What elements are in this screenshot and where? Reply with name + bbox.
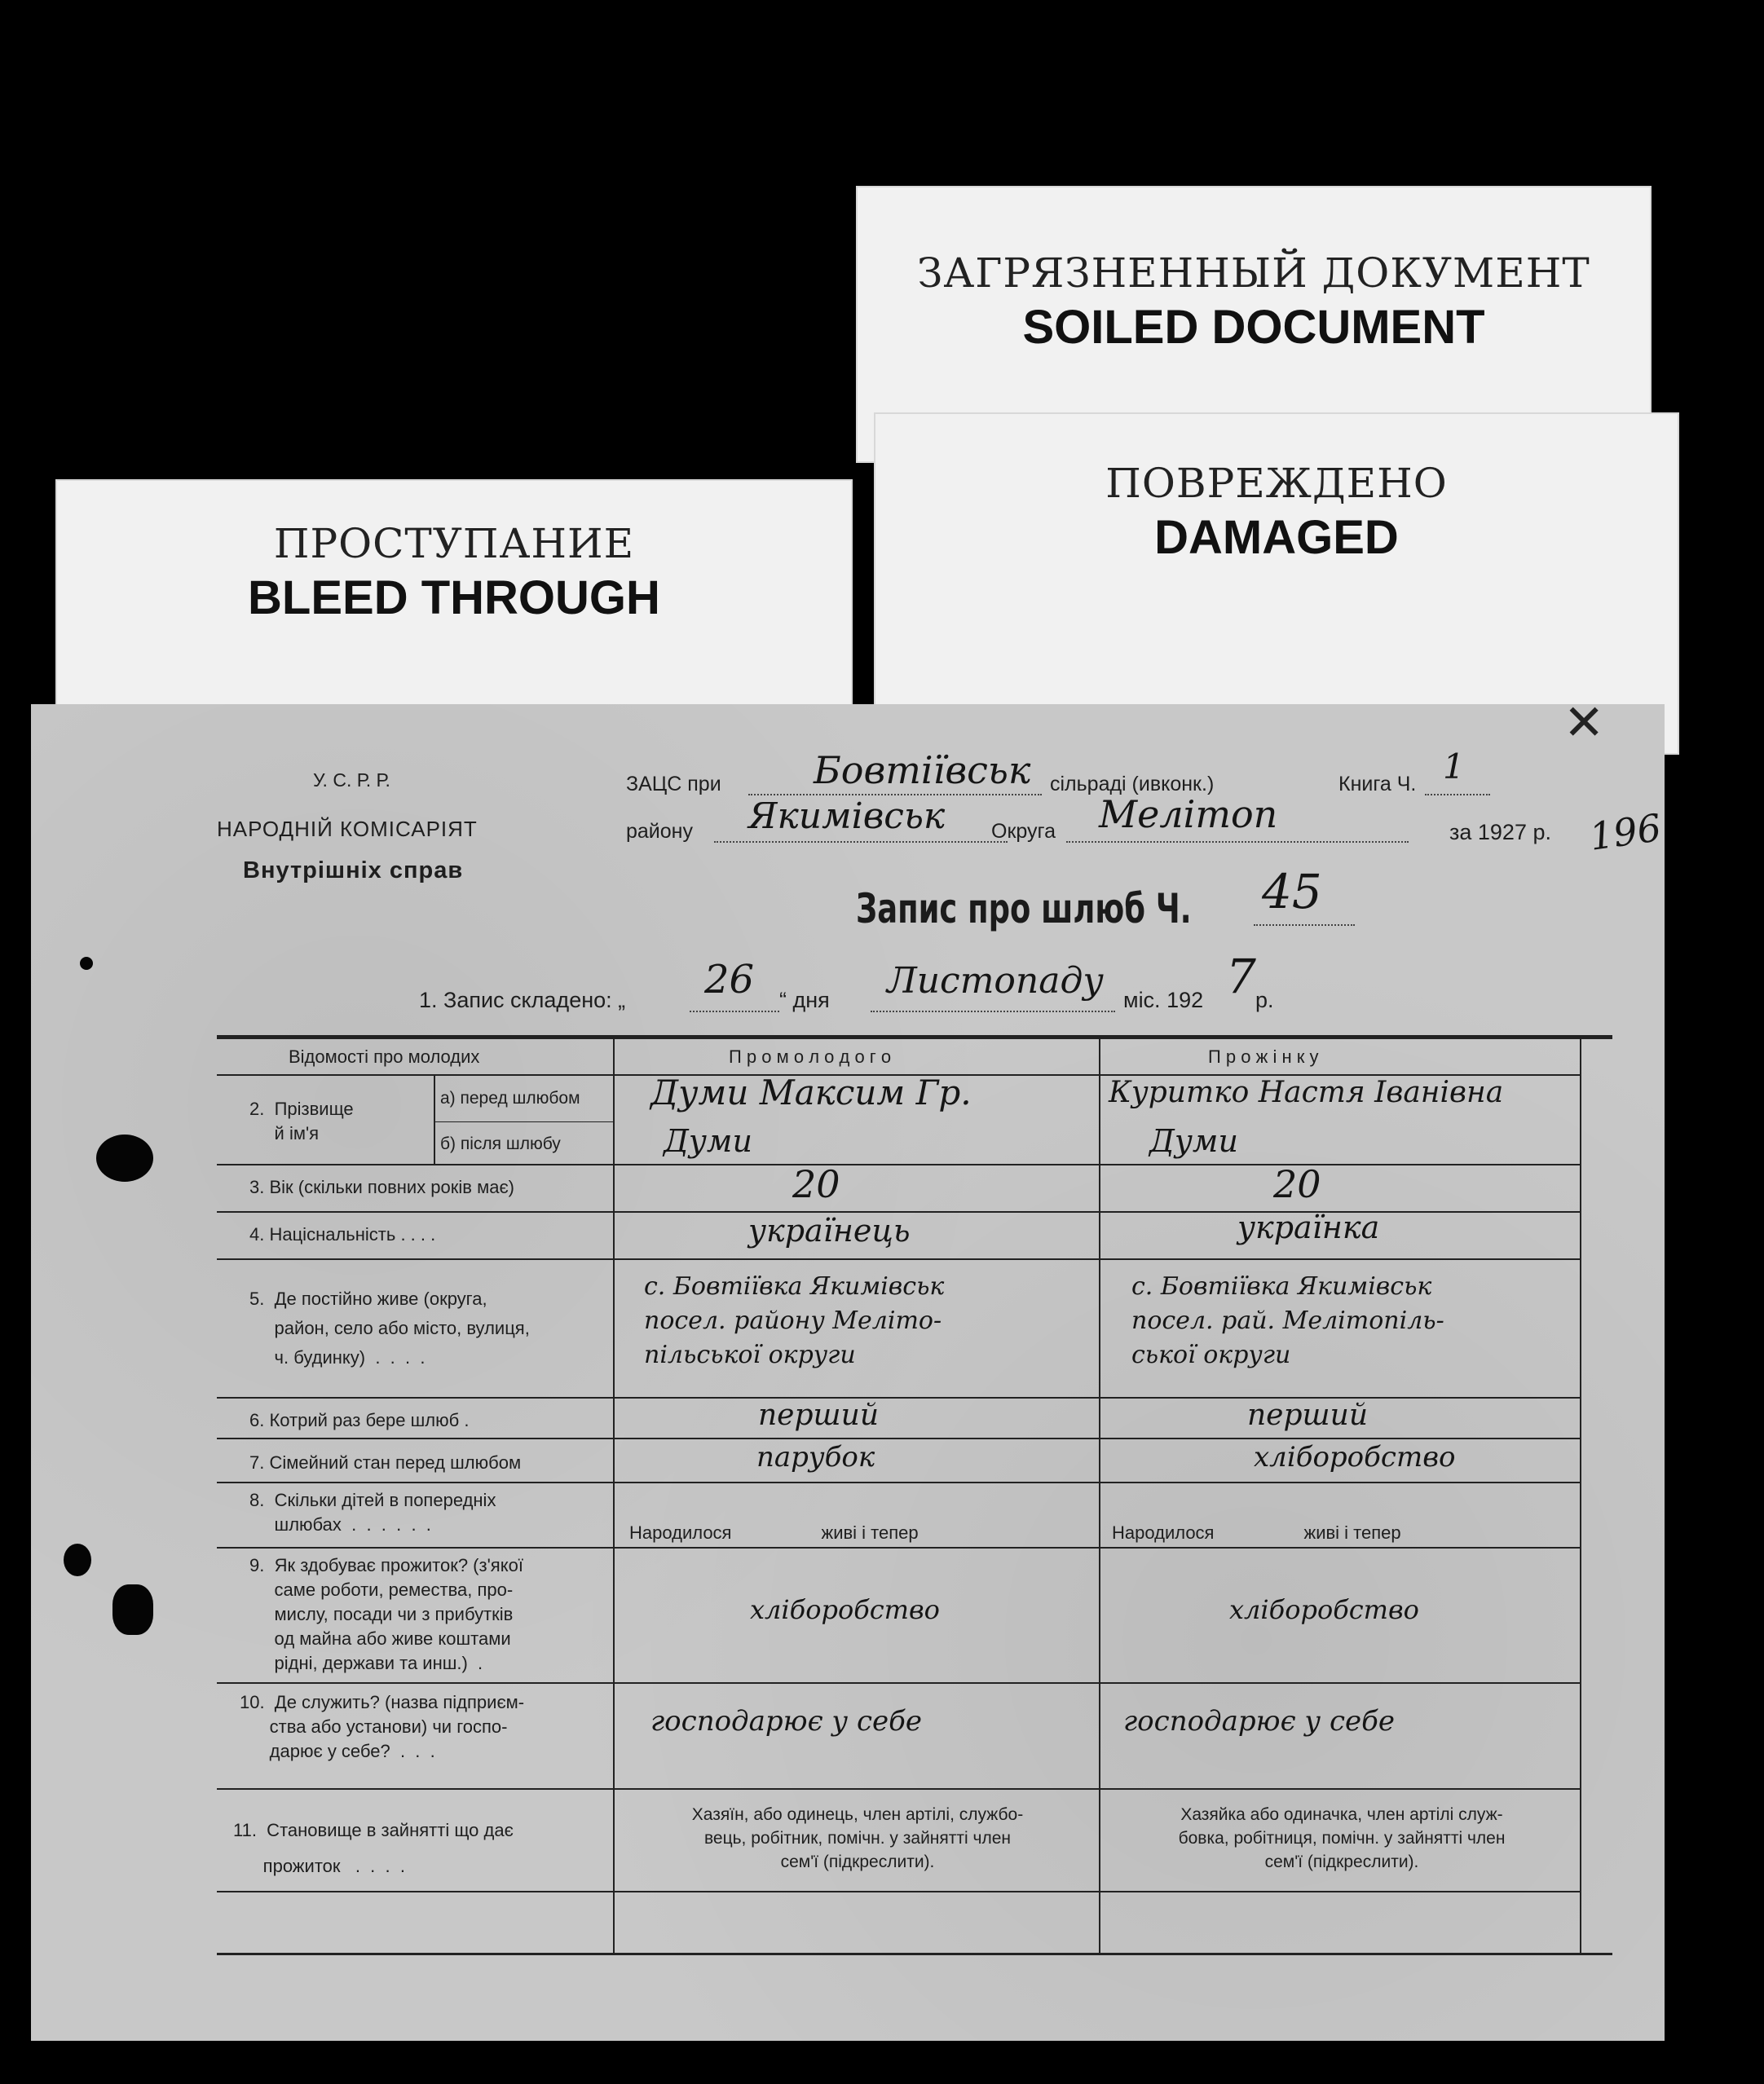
row-family-status-label: 7. Сімейний стан перед шлюбом [249,1452,522,1473]
record-number: 45 [1262,864,1322,919]
damaged-label-en: DAMAGED [1154,511,1399,564]
groom-name-before: Думи Максим Гр. [650,1073,972,1112]
zags-place: Бовтіївськ [814,748,1031,792]
bride-age: 20 [1273,1162,1321,1206]
row-residence-label: 5. Де постійно живе (округа, район, село або місто, вулиця, ч. будинку) . . . . [249,1289,530,1368]
groom-name-after: Думи [664,1123,752,1159]
row-workplace-label: 10. Де служить? (назва підприєм- ства або установи) чи госпо- дарює у себе? . . . [240,1692,525,1761]
bleed-label-en: BLEED THROUGH [248,571,660,624]
groom-family-status: парубок [756,1441,875,1474]
book-number: 1 [1443,747,1465,786]
col-groom-header: П р о м о л о д о г о [729,1046,892,1067]
record-month: Листопаду [887,960,1104,1002]
row-name-after: б) після шлюбу [440,1135,561,1153]
zags-suffix: сільраді (ивконк.) [1050,773,1215,795]
groom-children: Народилося живі і тепер [629,1522,919,1543]
book-label: Книга Ч. [1338,773,1417,795]
commissariat-label: НАРОДНІЙ КОМІСАРІЯТ [217,817,478,841]
record-year-suffix: р. [1255,988,1274,1012]
groom-marriage-count: перший [758,1399,880,1432]
row-age-label: 3. Вік (скільки повних років має) [249,1177,515,1197]
groom-age: 20 [792,1162,840,1206]
hole-mark [112,1584,153,1635]
record-day: 26 [704,957,755,1002]
groom-livelihood: хліборобство [750,1594,940,1625]
okruga-value: Мелітоп [1099,792,1278,836]
record-month-suffix: міс. 192 [1123,988,1204,1012]
groom-nationality: українець [748,1213,911,1249]
ussr-label: У. С. Р. Р. [313,769,390,791]
soiled-label-en: SOILED DOCUMENT [1022,301,1485,354]
bleed-label-ru: ПРОСТУПАНИЕ [273,520,635,567]
year-label: за 1927 р. [1449,820,1551,844]
bride-nationality: українка [1237,1209,1380,1245]
row-livelihood-label: 9. Як здобуває прожиток? (з'якої саме роботи, ремества, про- мислу, посади чи з прибутків од майна або живе коштами рідні, держави та инш.) . [249,1555,523,1673]
col-bride-header: П р о ж і н к у [1208,1046,1319,1067]
bride-workplace: господарює у себе [1123,1705,1395,1738]
bride-family-status: хліборобство [1254,1441,1456,1474]
hole-mark [96,1135,153,1182]
record-made-label: 1. Запис складено: „ [419,988,626,1012]
damaged-card [874,412,1679,755]
record-title: Запис про шлюб Ч. [856,885,1192,932]
row-occupation-label: 11. Становище в зайнятті що дає прожиток . . . . [233,1820,514,1876]
row-marriage-count-label: 6. Котрий раз бере шлюб . [249,1410,470,1430]
corner-stamp: ✕ [1563,694,1605,751]
bride-name-after: Думи [1149,1123,1238,1159]
internal-affairs-label: Внутрішніх справ [243,857,464,883]
record-day-suffix: “ дня [779,988,830,1012]
marriage-record-form [31,694,1665,2041]
row-name-before: а) перед шлюбом [440,1089,580,1108]
zags-prefix: ЗАЦС при [626,773,721,795]
bride-occupation: Хазяйка або одиначка, член артілі служ- бовка, робітниця, помічн. у зайнятті член сем'ї (підкреслити). [1178,1805,1506,1871]
groom-residence: с. Бовтіївка Якимівськ посел. району Меліто- пільської округи [644,1272,945,1369]
bride-children: Народилося живі і тепер [1112,1522,1401,1543]
page-number: 196 [1586,805,1665,859]
soiled-label-ru: ЗАГРЯЗНЕННЫЙ ДОКУМЕНТ [917,249,1590,297]
groom-occupation: Хазяїн, або одинець, член артілі, службо- вець, робітник, помічн. у зайнятті член сем'ї (підкреслити). [691,1805,1024,1871]
row-children-label: 8. Скільки дітей в попередніх шлюбах . . . . . . [249,1490,496,1535]
hole-mark [64,1544,91,1576]
raion-label: району [626,820,693,843]
row-name-label: 2. Прізвище й ім'я [249,1099,354,1143]
damaged-label-ru: ПОВРЕЖДЕНО [1105,460,1448,507]
raion-value: Якимівськ [748,795,946,837]
bride-residence: с. Бовтіївка Якимівськ посел. рай. Мелітопіль- ської округи [1131,1272,1444,1369]
hole-mark [80,957,93,970]
col-info-header: Відомості про молодих [289,1046,480,1067]
bride-livelihood: хліборобство [1229,1594,1419,1625]
bride-marriage-count: перший [1247,1399,1369,1432]
row-nationality-label: 4. Націснальність . . . . [249,1224,436,1245]
groom-workplace: господарює у себе [650,1705,922,1738]
record-year-digit: 7 [1226,949,1256,1004]
okruga-label: Округа [991,820,1056,843]
bride-name-before: Куритко Настя Іванівна [1109,1076,1504,1109]
